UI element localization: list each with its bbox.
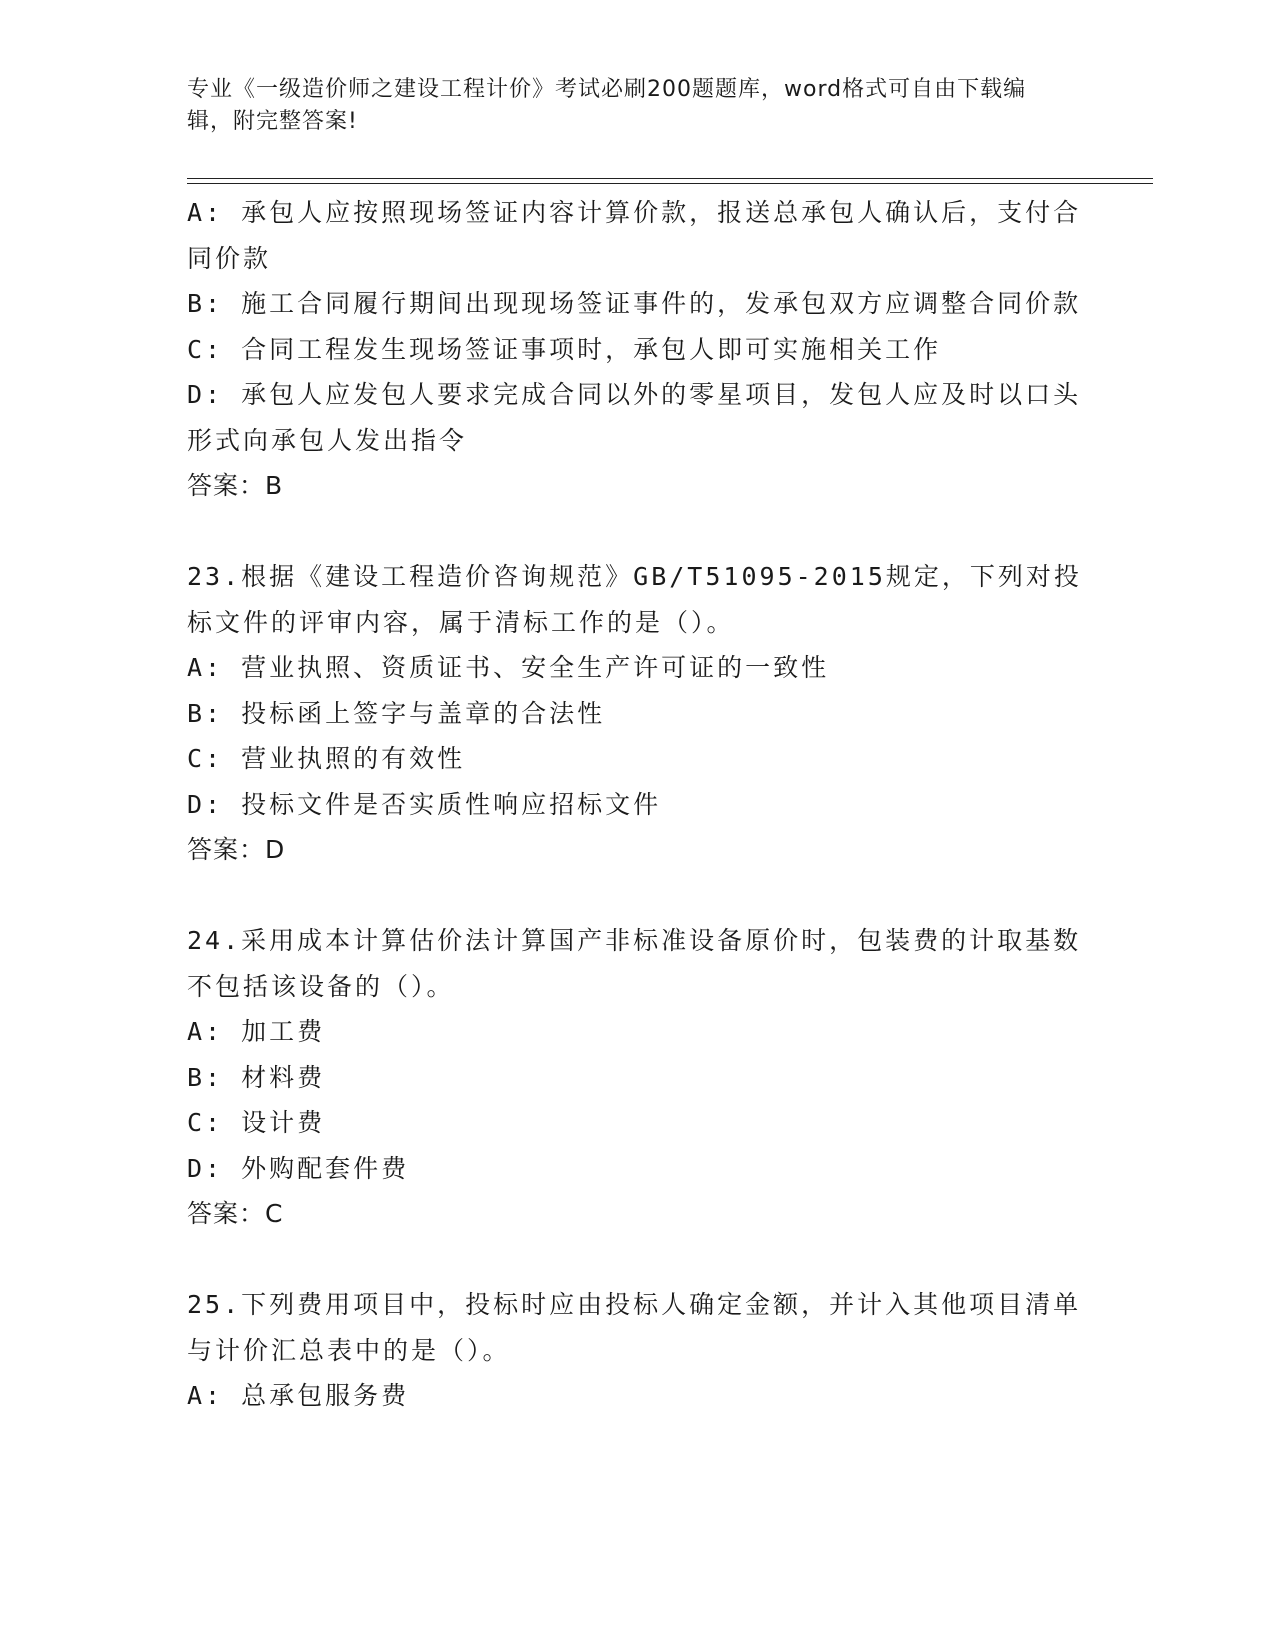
q23-question: 23.根据《建设工程造价咨询规范》GB/T51095-2015规定，下列对投标文件的评审内容，属于清标工作的是（）。 <box>187 562 1082 637</box>
q24-option-c: C: 设计费 <box>187 1108 326 1137</box>
q24-answer: 答案：C <box>187 1199 284 1228</box>
q22-option-b: B: 施工合同履行期间出现现场签证事件的，发承包双方应调整合同价款 <box>187 289 1082 318</box>
q22-option-a: A: 承包人应按照现场签证内容计算价款，报送总承包人确认后，支付合同价款 <box>187 198 1082 273</box>
header-divider-top <box>187 178 1153 179</box>
q24-option-b: B: 材料费 <box>187 1062 326 1092</box>
q23-option-b: B: 投标函上签字与盖章的合法性 <box>187 698 606 728</box>
header-divider-bottom <box>187 183 1153 184</box>
q24-question: 24.采用成本计算估价法计算国产非标准设备原价时，包装费的计取基数不包括该设备的（）。 <box>187 926 1082 1001</box>
q22-answer: 答案：B <box>187 471 284 500</box>
q25-question: 25.下列费用项目中，投标时应由投标人确定金额，并计入其他项目清单与计价汇总表中的是（）。 <box>187 1290 1082 1365</box>
q24-option-d: D: 外购配套件费 <box>187 1153 410 1183</box>
question-content <box>187 190 1087 1419</box>
q24-option-a: A: 加工费 <box>187 1017 326 1046</box>
q22-option-d: D: 承包人应发包人要求完成合同以外的零星项目，发包人应及时以口头形式向承包人发出指令 <box>187 380 1082 455</box>
q22-option-c: C: 合同工程发生现场签证事项时，承包人即可实施相关工作 <box>187 334 942 364</box>
q23-answer: 答案：D <box>187 835 286 864</box>
q23-option-a: A: 营业执照、资质证书、安全生产许可证的一致性 <box>187 653 830 682</box>
q25-option-a: A: 总承包服务费 <box>187 1381 410 1410</box>
q23-option-d: D: 投标文件是否实质性响应招标文件 <box>187 789 662 819</box>
q23-option-c: C: 营业执照的有效性 <box>187 744 466 773</box>
document-header: 专业《一级造价师之建设工程计价》考试必刷200题题库，word格式可自由下载编辑，附完整答案! <box>187 77 1027 134</box>
